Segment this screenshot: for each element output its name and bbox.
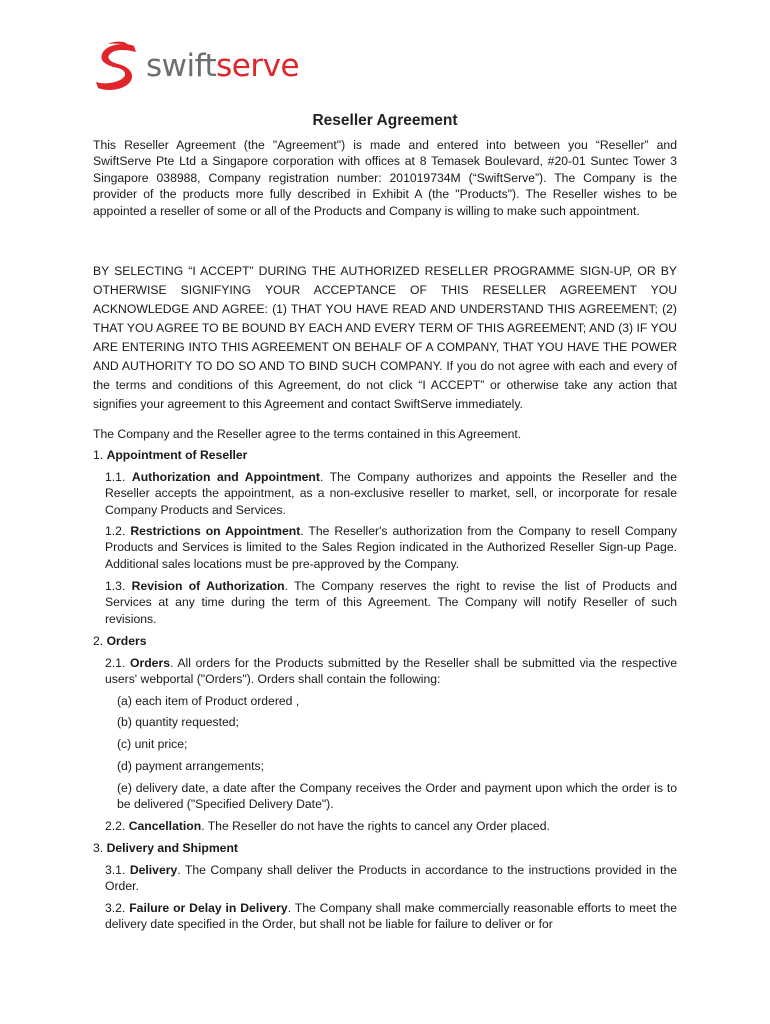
order-item: (b) quantity requested;: [117, 715, 239, 729]
order-item: (a) each item of Product ordered ,: [117, 694, 300, 708]
swoosh-icon: [94, 40, 140, 92]
clause-3-1: 3.1. Delivery. The Company shall deliver the Products in accordance to the instructions provided in the Order.: [105, 863, 677, 894]
order-item: (c) unit price;: [117, 737, 188, 751]
swiftserve-logo: [94, 40, 299, 92]
section-3-heading: 3. Delivery and Shipment: [93, 841, 238, 855]
clause-3-2: 3.2. Failure or Delay in Delivery. The Company shall make commercially reasonable efforts to meet the delivery date specified in the Order, but shall not be liable for failure to deliver or for: [105, 901, 678, 932]
clause-1-1: 1.1. Authorization and Appointment. The Company authorizes and appoints the Reseller and the Reseller accepts the appointment, as a non-exclusive reseller to market, sell, or incorporate for resale Company Products and Services.: [105, 470, 677, 517]
brand-wordmark: swiftserve: [146, 47, 300, 84]
order-item: (e) delivery date, a date after the Company receives the Order and payment upon which the order is to be delivered ("Specified Delivery Date").: [117, 781, 677, 812]
document-title: Reseller Agreement: [312, 112, 458, 129]
acceptance-notice: BY SELECTING “I ACCEPT” DURING THE AUTHORIZED RESELLER PROGRAMME SIGN-UP, OR BY OTHERWISE SIGNIFYING YOUR ACCEPTANCE OF THIS RESELLER AGREEMENT YOU ACKNOWLEDGE AND AGREE: (1) THAT YOU HAVE READ AND UNDERSTAND THIS AGREEMENT; (2) THAT YOU AGREE TO BE BOUND BY EACH AND EVERY TERM OF THIS AGREEMENT; AND (3) IF YOU ARE ENTERING INTO THIS AGREEMENT ON BEHALF OF A COMPANY, THAT YOU HAVE THE POWER AND AUTHORITY TO DO SO AND TO BIND SUCH COMPANY. If you do not agree with each and every of the terms and conditions of this Agreement, do not click “I ACCEPT” or otherwise take any action that signifies your agreement to this Agreement and contact SwiftServe immediately.: [93, 264, 677, 411]
clause-2-1: 2.1. Orders. All orders for the Products submitted by the Reseller shall be submitted via the respective users' webportal ("Orders"). Orders shall contain the following:: [105, 656, 677, 687]
clause-1-3: 1.3. Revision of Authorization. The Company reserves the right to revise the list of Products and Services at any time during the term of this Agreement. The Company will notify Reseller of such revisions.: [105, 579, 678, 626]
section-1-heading: 1. Appointment of Reseller: [93, 448, 248, 462]
agreement-line: The Company and the Reseller agree to the terms contained in this Agreement.: [93, 427, 522, 441]
clause-1-2: 1.2. Restrictions on Appointment. The Reseller's authorization from the Company to resell Company Products and Services is limited to the Sales Region indicated in the Authorized Reseller Sign-up Page. Additional sales locations must be pre-approved by the Company.: [105, 524, 677, 571]
clause-2-2: 2.2. Cancellation. The Reseller do not have the rights to cancel any Order placed.: [105, 819, 550, 833]
intro-paragraph: This Reseller Agreement (the "Agreement") is made and entered into between you “Reseller” and SwiftServe Pte Ltd a Singapore corporation with offices at 8 Temasek Boulevard, #20-01 Suntec Tower 3 Singapore 038988, Company registration number: 201019734M (“SwiftServe”). The Company is the provider of the products more fully described in Exhibit A (the "Products"). The Reseller wishes to be appointed a reseller of some or all of the Products and Company is willing to make such appointment.: [93, 138, 677, 218]
section-2-heading: 2. Orders: [93, 634, 147, 648]
order-item: (d) payment arrangements;: [117, 759, 264, 773]
